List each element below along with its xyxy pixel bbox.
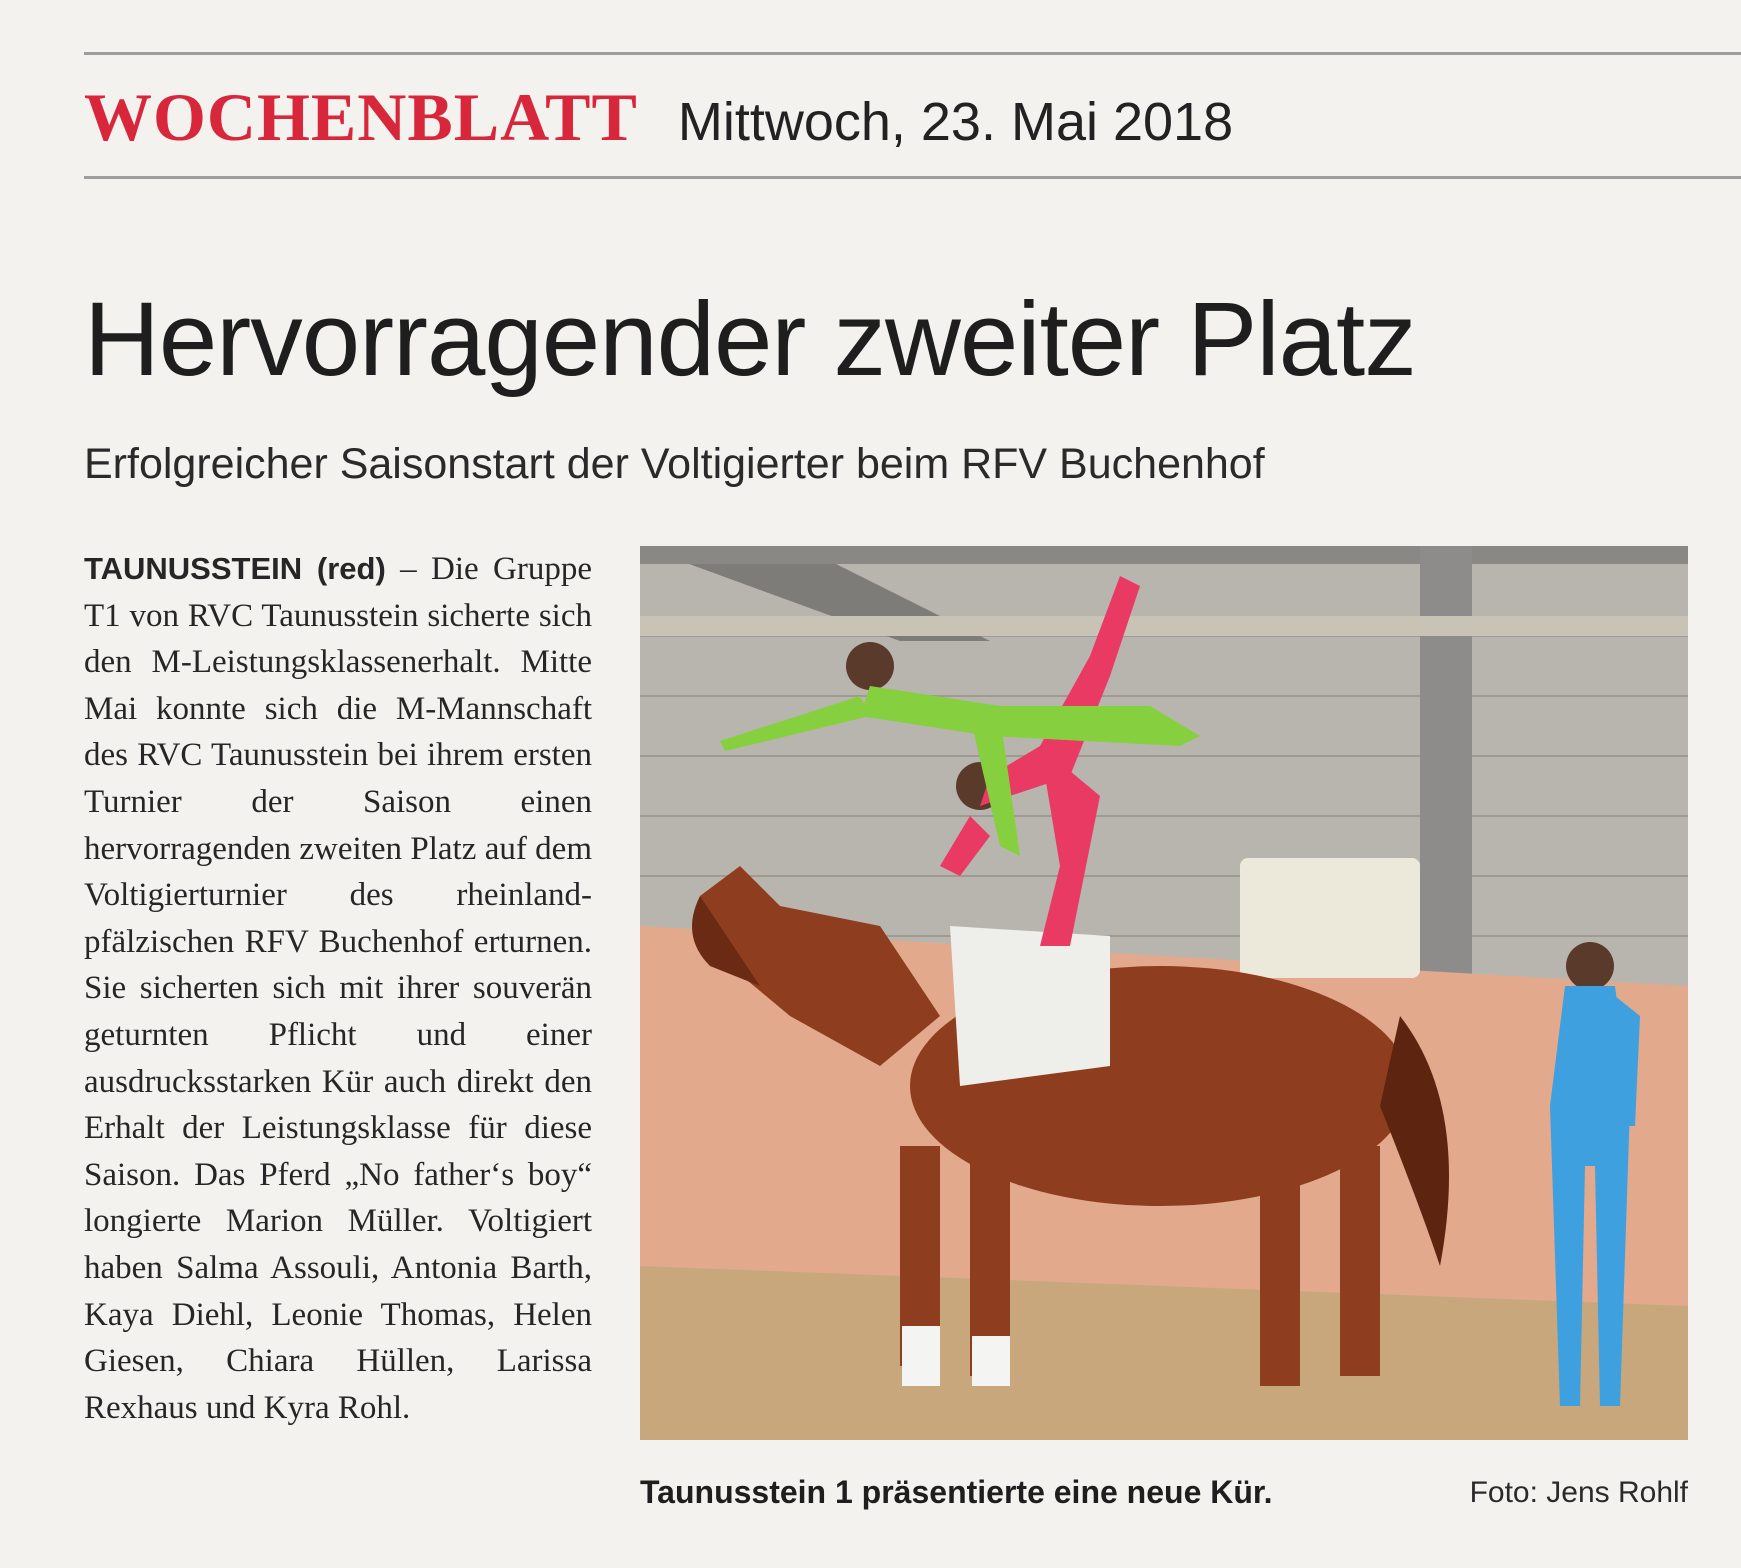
newspaper-name: WOCHENBLATT	[84, 79, 638, 155]
article-body-text: – Die Gruppe T1 von RVC Taunusstein sicherte sich den M-Leistungsklassenerhalt. Mitte Mai konnte sich die M-Mannschaft des RVC Taunusstein bei ihrem ersten Turnier der Saison einen hervorragenden zweiten Platz auf dem Voltigierturnier des rheinland-pfälzischen RFV Buchenhof erturnen. Sie sicherten sich mit ihrer souverän geturnten Pflicht und einer ausdrucksstarken Kür auch direkt den Erhalt der Leistungsklasse für diese Saison. Das Pferd „No father‘s boy“ longierte Marion Müller. Voltigiert haben Salma Assouli, Antonia Barth, Kaya Diehl, Leonie Thomas, Helen Giesen, Chiara Hüllen, Larissa Rexhaus und Kyra Rohl.	[84, 551, 593, 1426]
vaulting-photo-illustration	[640, 546, 1688, 1440]
article-headline: Hervorragender zweiter Platz	[84, 281, 1416, 398]
masthead	[84, 78, 1233, 157]
article-photo	[640, 546, 1688, 1440]
top-rule	[84, 52, 1741, 55]
issue-date: Mittwoch, 23. Mai 2018	[677, 92, 1234, 152]
photo-caption: Taunusstein 1 präsentierte eine neue Kür.	[640, 1474, 1273, 1510]
article-subheadline: Erfolgreicher Saisonstart der Voltigierter beim RFV Buchenhof	[84, 440, 1265, 488]
article-dateline: TAUNUSSTEIN (red)	[84, 551, 386, 586]
article-body	[84, 546, 592, 1431]
masthead-rule	[84, 176, 1741, 179]
photo-credit: Foto: Jens Rohlf	[1469, 1476, 1688, 1509]
